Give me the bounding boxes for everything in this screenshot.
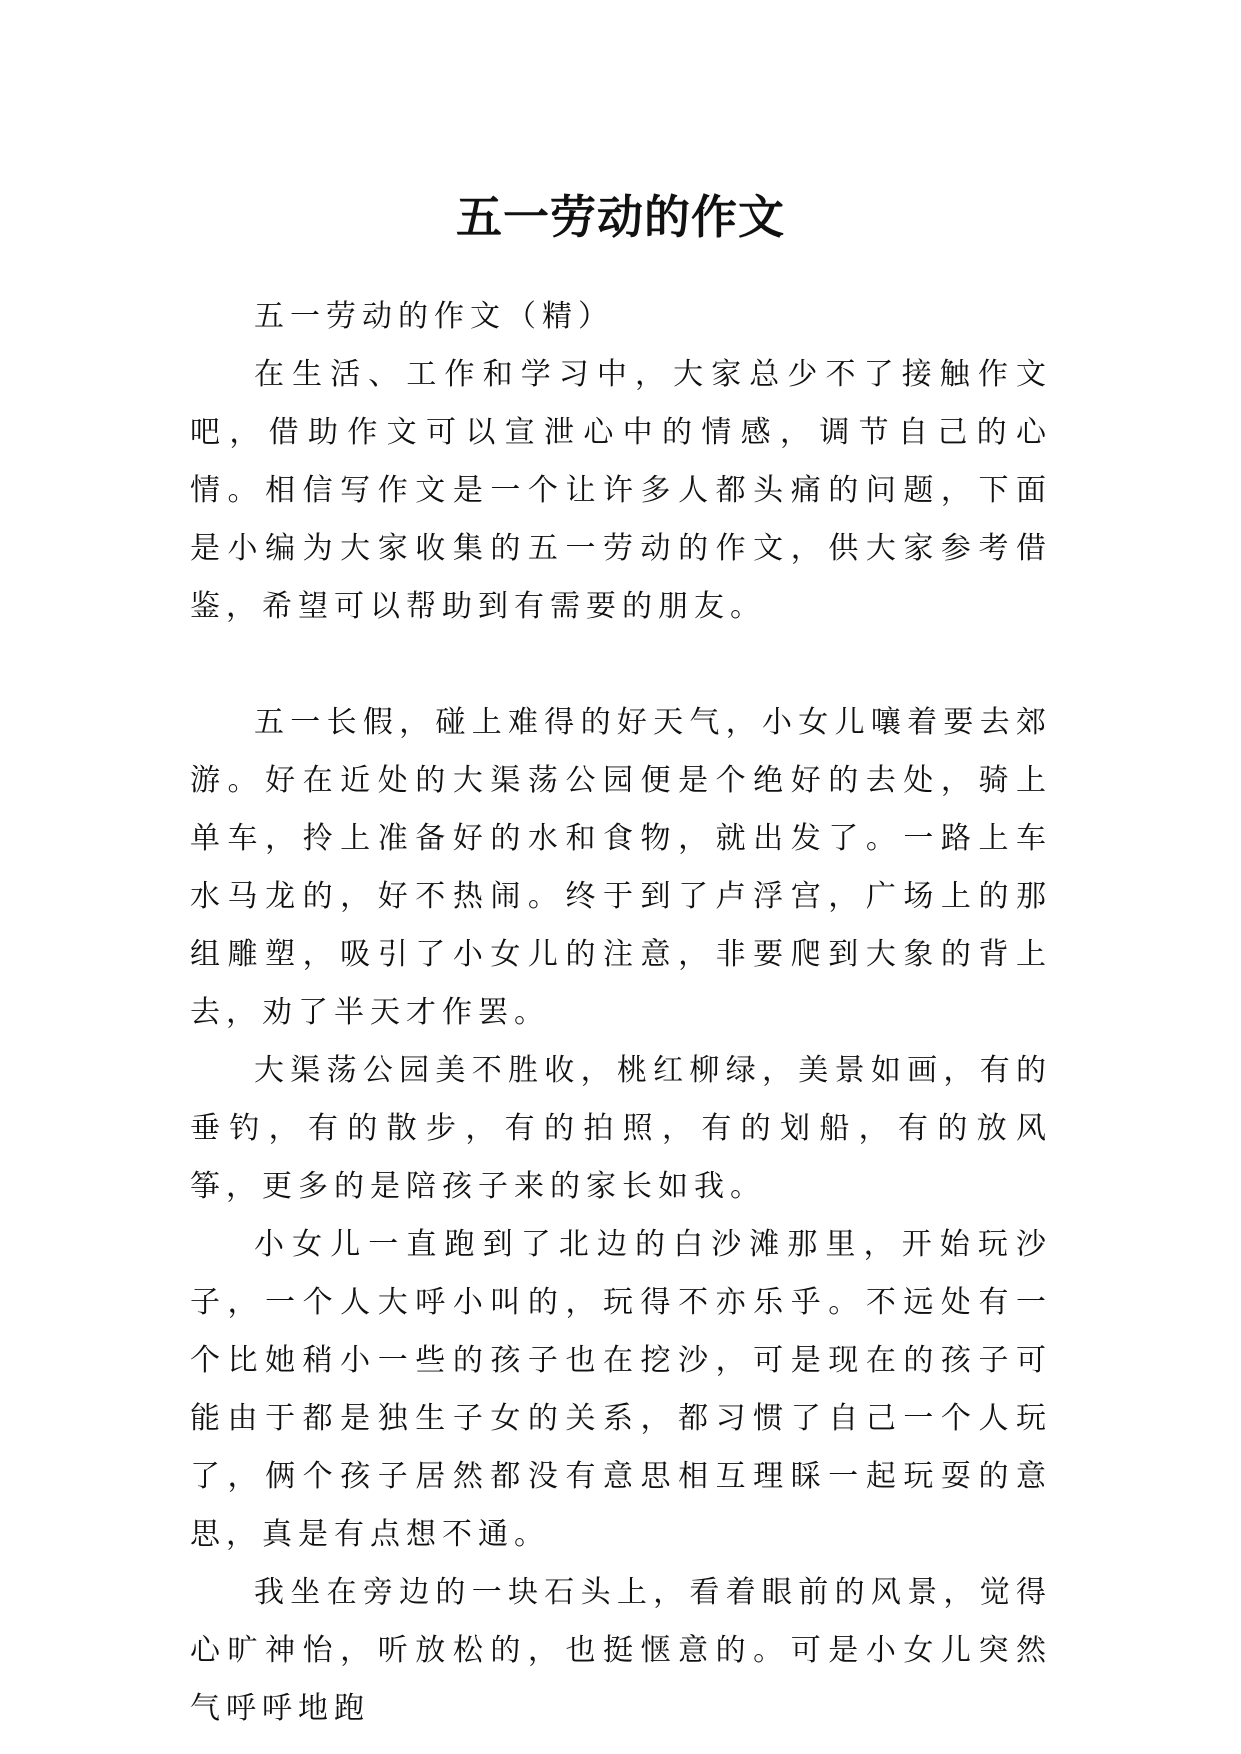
paragraph-holiday: 五一长假，碰上难得的好天气，小女儿嚷着要去郊游。好在近处的大渠荡公园便是个绝好的去处，骑上单车，拎上准备好的水和食物，就出发了。一路上车水马龙的，好不热闹。终于到了卢浮宫，广场上的那组雕塑，吸引了小女儿的注意，非要爬到大象的背上去，劝了半天才作罢。 [190,705,1052,1030]
paragraph-rest: 我坐在旁边的一块石头上，看着眼前的风景，觉得心旷神怡，听放松的，也挺惬意的。可是小女儿突然气呼呼地跑 [190,1575,1052,1726]
paragraph-intro: 在生活、工作和学习中，大家总少不了接触作文吧，借助作文可以宣泄心中的情感，调节自己的心情。相信写作文是一个让许多人都头痛的问题，下面是小编为大家收集的五一劳动的作文，供大家参考借鉴，希望可以帮助到有需要的朋友。 [190,357,1052,624]
document-title: 五一劳动的作文 [456,189,785,244]
paragraph-subtitle: 五一劳动的作文（精） [254,299,614,334]
document-body [190,288,1052,1738]
paragraph-park: 大渠荡公园美不胜收，桃红柳绿，美景如画，有的垂钓，有的散步，有的拍照，有的划船，有的放风筝，更多的是陪孩子来的家长如我。 [190,1053,1052,1204]
paragraph-beach: 小女儿一直跑到了北边的白沙滩那里，开始玩沙子，一个人大呼小叫的，玩得不亦乐乎。不远处有一个比她稍小一些的孩子也在挖沙，可是现在的孩子可能由于都是独生子女的关系，都习惯了自己一个人玩了，俩个孩子居然都没有意思相互理睬一起玩耍的意思，真是有点想不通。 [190,1227,1052,1552]
